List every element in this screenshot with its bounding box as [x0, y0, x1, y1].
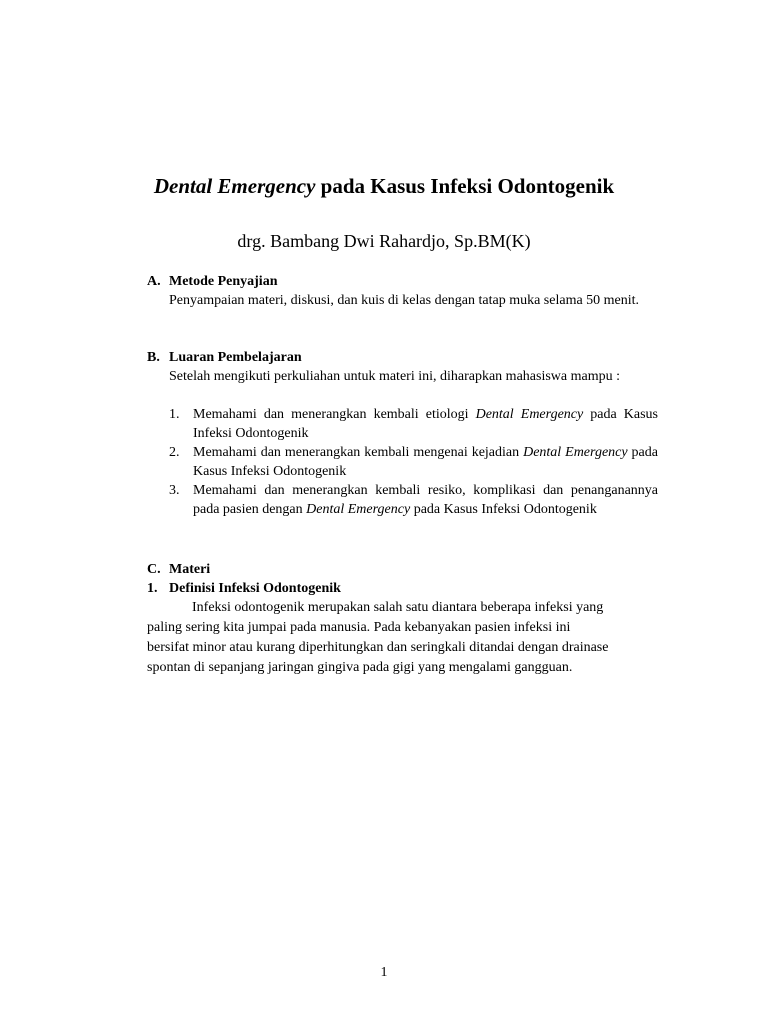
section-a-heading [147, 272, 277, 291]
list-item-number: 3. [169, 483, 180, 498]
list-item-text: Memahami dan menerangkan kembali mengenai kejadian [193, 445, 524, 460]
list-item-number: 2. [169, 445, 180, 460]
list-item-italic: Dental Emergency [523, 445, 628, 460]
list-item-text-end: pada Kasus Infeksi Odontogenik [193, 407, 658, 441]
list-item-italic: Dental Emergency [306, 502, 411, 517]
section-a-paragraph [147, 291, 658, 310]
paragraph-line: spontan di sepanjang jaringan gingiva pada gigi yang mengalami gangguan. [147, 660, 573, 675]
list-item-text-end: pada Kasus Infeksi Odontogenik [193, 445, 658, 479]
paragraph-line: bersifat minor atau kurang diperhitungkan dan seringkali ditandai dengan drainase [147, 640, 609, 655]
list-item-italic: Dental Emergency [475, 407, 584, 422]
section-b-intro-text: Setelah mengikuti perkuliahan untuk materi ini, diharapkan mahasiswa mampu : [169, 369, 620, 384]
list-item-text-end: pada Kasus Infeksi Odontogenik [410, 502, 597, 517]
section-c-title: Materi [169, 562, 211, 577]
list-item-text: Memahami dan menerangkan kembali resiko, komplikasi dan penanganannya pada pasien dengan [193, 483, 658, 517]
paragraph-line [147, 598, 658, 618]
learning-outcomes-list [169, 405, 658, 519]
section-b-heading [147, 348, 302, 367]
section-b-intro [147, 367, 658, 386]
subsection-title: Definisi Infeksi Odontogenik [169, 581, 341, 596]
paragraph-line: paling sering kita jumpai pada manusia. Pada kebanyakan pasien infeksi ini [147, 620, 571, 635]
subsection-label: 1. [147, 581, 158, 596]
document-title [0, 172, 768, 200]
list-item [169, 405, 658, 443]
section-b-label: B. [147, 350, 160, 365]
section-c-heading [147, 560, 210, 579]
title-rest-part: pada Kasus Infeksi Odontogenik [315, 174, 615, 198]
list-item [169, 443, 658, 481]
section-a-title: Metode Penyajian [169, 274, 278, 289]
section-a-label: A. [147, 274, 161, 289]
section-a-text: Penyampaian materi, diskusi, dan kuis di kelas dengan tatap muka selama 50 menit. [169, 293, 640, 308]
list-item-text: Memahami dan menerangkan kembali etiologi [193, 407, 476, 422]
paragraph-line-text: Infeksi odontogenik merupakan salah satu diantara beberapa infeksi yang [192, 600, 604, 615]
list-item-number: 1. [169, 407, 180, 422]
page-number: 1 [380, 965, 388, 980]
title-italic-part: Dental Emergency [153, 174, 316, 198]
section-b-title: Luaran Pembelajaran [169, 350, 302, 365]
subsection-heading [147, 579, 341, 598]
list-item [169, 481, 658, 519]
author-name: drg. Bambang Dwi Rahardjo, Sp.BM(K) [237, 231, 531, 251]
section-c-label: C. [147, 562, 161, 577]
definition-paragraph [147, 598, 658, 678]
